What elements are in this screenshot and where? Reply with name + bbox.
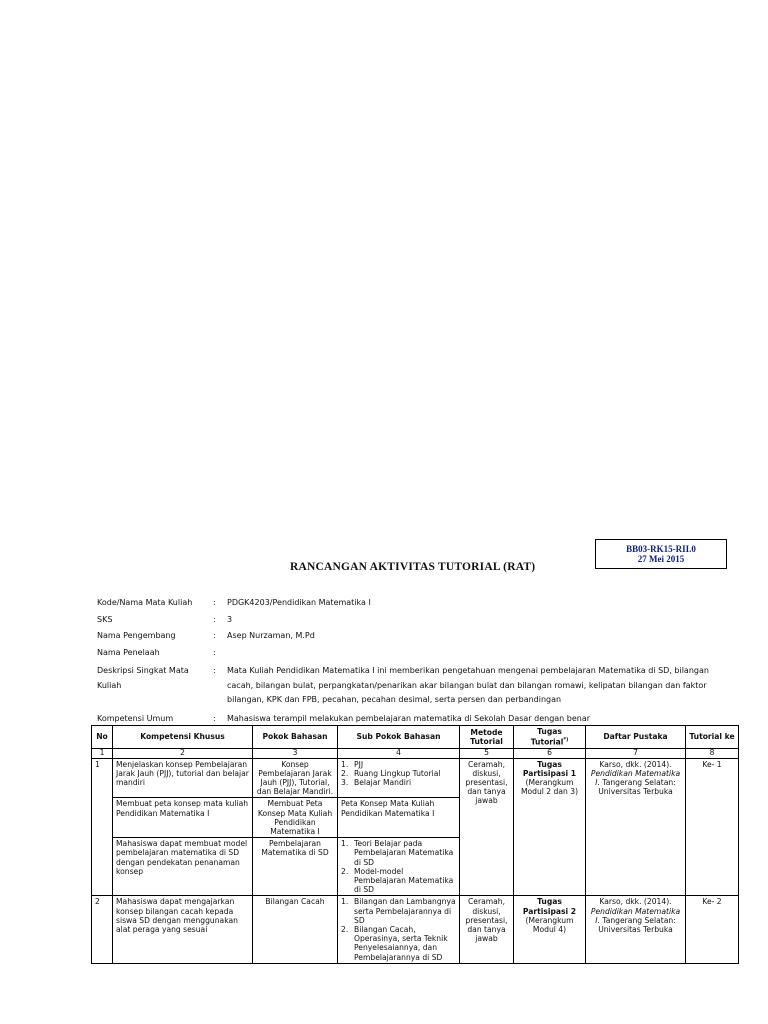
tugas-title: Tugas Partisipasi 1 (522, 759, 577, 778)
tugas-tutorial-cell (514, 896, 586, 963)
pokok-bahasan-cell: Bilangan Cacah (253, 896, 338, 963)
pustaka-title: Pendidikan Matematika I. (590, 906, 681, 925)
info-row-deskripsi: Deskripsi Singkat Mata Kuliah : Mata Kuliah Pendidikan Matematika I ini memberikan pengetahuan mengenai pembelajaran Matematika di SD, bilangan cacah, bilangan bulat, perpangkatan/penarikan akar bilangan bulat dan bilangan romawi, kelipatan bilangan dan faktor bilangan, KPK dan FPB, pecahan, pecahan desimal, serta persen dan perbandingan (97, 664, 732, 708)
info-label: Nama Penelaah (97, 647, 160, 657)
tugas-tutorial-cell (514, 758, 586, 896)
tutorial-ke-cell: Ke- 1 (686, 758, 739, 896)
info-value: Asep Nurzaman, M.Pd (227, 631, 315, 640)
column-number: 6 (514, 749, 586, 759)
tugas-title: Tugas Partisipasi 2 (522, 897, 577, 916)
sub-pokok-bahasan-cell: 1. Bilangan dan Lambangnya serta Pembelajarannya di SD 2. Bilangan Cacah, Operasinya, serta Teknik Penyelesaiannya, dan Pembelajarannya di SD (338, 896, 460, 963)
metode-tutorial-cell: Ceramah, diskusi, presentasi, dan tanya jawab (460, 896, 514, 963)
document-code: BB03-RK15-RII.0 (626, 544, 696, 554)
column-number: 7 (586, 749, 686, 759)
kompetensi-khusus-cell: Mahasiswa dapat mengajarkan konsep bilangan cacah kepada siswa SD dengan menggunakan alat peraga yang sesuai (113, 896, 253, 963)
info-label: Deskripsi Singkat Mata Kuliah (97, 666, 189, 690)
pokok-bahasan-cell: Pembelajaran Matematika di SD (253, 838, 338, 896)
info-row-sks: SKS : 3 (97, 615, 732, 625)
info-label: Kompetensi Umum (97, 714, 174, 723)
info-row-kode: Kode/Nama Mata Kuliah : PDGK4203/Pendidikan Matematika I (97, 598, 732, 608)
kompetensi-khusus-cell: Mahasiswa dapat membuat model pembelajaran matematika di SD dengan pendekatan penanaman konsep (113, 838, 253, 896)
info-row-kompetensi-umum: Kompetensi Umum : Mahasiswa terampil melakukan pembelajaran matematika di Sekolah Dasar dengan benar (97, 714, 732, 724)
document-title: RANCANGAN AKTIVITAS TUTORIAL (RAT) (290, 561, 536, 573)
tugas-footnote-mark: *) (563, 737, 569, 744)
pokok-bahasan-cell: Membuat Peta Konsep Mata Kuliah Pendidikan Matematika I (253, 798, 338, 838)
document-date: 27 Mei 2015 (637, 554, 685, 564)
header-tugas-tutorial: Tugas Tutorial*) (514, 726, 586, 749)
document-code-box (595, 539, 727, 569)
sub-pokok-bahasan-cell: 1. Teori Belajar pada Pembelajaran Matematika di SD 2. Model-model Pembelajaran Matematika di SD (338, 838, 460, 896)
column-number: 2 (113, 749, 253, 759)
column-number-row (92, 749, 739, 759)
header-pokok-bahasan: Pokok Bahasan (253, 726, 338, 749)
sub-pokok-item: Ruang Lingkup Tutorial (354, 768, 441, 778)
info-value: Mahasiswa terampil melakukan pembelajaran matematika di Sekolah Dasar dengan benar (227, 714, 591, 723)
info-label: Kode/Nama Mata Kuliah (97, 598, 193, 607)
kompetensi-khusus-cell: Menjelaskan konsep Pembelajaran Jarak Jauh (PJJ), tutorial dan belajar mandiri (113, 758, 253, 798)
pokok-bahasan-cell: Konsep Pembelajaran Jarak Jauh (PJJ), Tutorial, dan Belajar Mandiri. (253, 758, 338, 798)
sub-pokok-item: Model-model Pembelajaran Matematika di SD (354, 866, 454, 895)
info-label: Nama Pengembang (97, 631, 176, 640)
column-number: 8 (686, 749, 739, 759)
daftar-pustaka-cell (586, 758, 686, 896)
table-row (92, 758, 739, 798)
info-value: 3 (227, 614, 233, 624)
sub-pokok-item: Belajar Mandiri (354, 777, 412, 787)
sub-pokok-item: Teori Belajar pada Pembelajaran Matematika di SD (354, 839, 454, 867)
rat-table (91, 725, 739, 964)
sub-pokok-item: PJJ (354, 759, 364, 769)
pustaka-title: Pendidikan Matematika I. (590, 768, 681, 787)
header-kompetensi-khusus: Kompetensi Khusus (113, 726, 253, 749)
header-metode-tutorial: Metode Tutorial (460, 726, 514, 749)
pustaka-publisher: Tangerang Selatan: Universitas Terbuka (598, 777, 676, 797)
info-value: Mata Kuliah Pendidikan Matematika I ini memberikan pengetahuan mengenai pembelajaran Matematika di SD, bilangan cacah, bilangan bulat, perpangkatan/penarikan akar bilangan bulat dan bilangan romawi, kelipatan bilangan dan faktor bilangan, KPK dan FPB, pecahan, pecahan desimal, serta persen dan perbandingan (227, 666, 709, 704)
sub-pokok-item: Bilangan Cacah, Operasinya, serta Teknik Penyelesaiannya, dan Pembelajarannya di SD (354, 924, 448, 962)
info-row-pengembang: Nama Pengembang : Asep Nurzaman, M.Pd (97, 631, 732, 641)
daftar-pustaka-cell (586, 896, 686, 963)
tugas-detail: (Merangkum Modul 4) (525, 915, 574, 934)
column-number: 5 (460, 749, 514, 759)
sub-pokok-bahasan-cell: Peta Konsep Mata Kuliah Pendidikan Matematika I (338, 798, 460, 838)
info-row-penelaah: Nama Penelaah : (97, 648, 732, 658)
kompetensi-khusus-cell: Membuat peta konsep mata kuliah Pendidikan Matematika I (113, 798, 253, 838)
header-daftar-pustaka: Daftar Pustaka (586, 726, 686, 749)
pustaka-publisher: Tangerang Selatan: Universitas Terbuka (598, 915, 676, 934)
row-no: 1 (92, 758, 113, 896)
table-header-row (92, 726, 739, 749)
tutorial-ke-cell: Ke- 2 (686, 896, 739, 963)
row-no: 2 (92, 896, 113, 963)
sub-pokok-bahasan-cell: 1. PJJ 2. Ruang Lingkup Tutorial 3. Belajar Mandiri (338, 758, 460, 798)
course-info (97, 598, 732, 731)
info-label: SKS (97, 614, 113, 624)
header-tutorial-ke: Tutorial ke (686, 726, 739, 749)
header-no: No (92, 726, 113, 749)
column-number: 1 (92, 749, 113, 759)
info-value: PDGK4203/Pendidikan Matematika I (227, 598, 371, 607)
table-row (92, 896, 739, 963)
metode-tutorial-cell: Ceramah, diskusi, presentasi, dan tanya jawab (460, 758, 514, 896)
pustaka-author: Karso, dkk. (2014). (599, 897, 672, 907)
sub-pokok-item: Bilangan dan Lambangnya serta Pembelajarannya di SD (354, 897, 456, 925)
info-value (227, 648, 732, 658)
column-number: 3 (253, 749, 338, 759)
tugas-detail: (Merangkum Modul 2 dan 3) (520, 777, 579, 797)
column-number: 4 (338, 749, 460, 759)
pustaka-author: Karso, dkk. (2014). (599, 759, 672, 769)
header-sub-pokok-bahasan: Sub Pokok Bahasan (338, 726, 460, 749)
